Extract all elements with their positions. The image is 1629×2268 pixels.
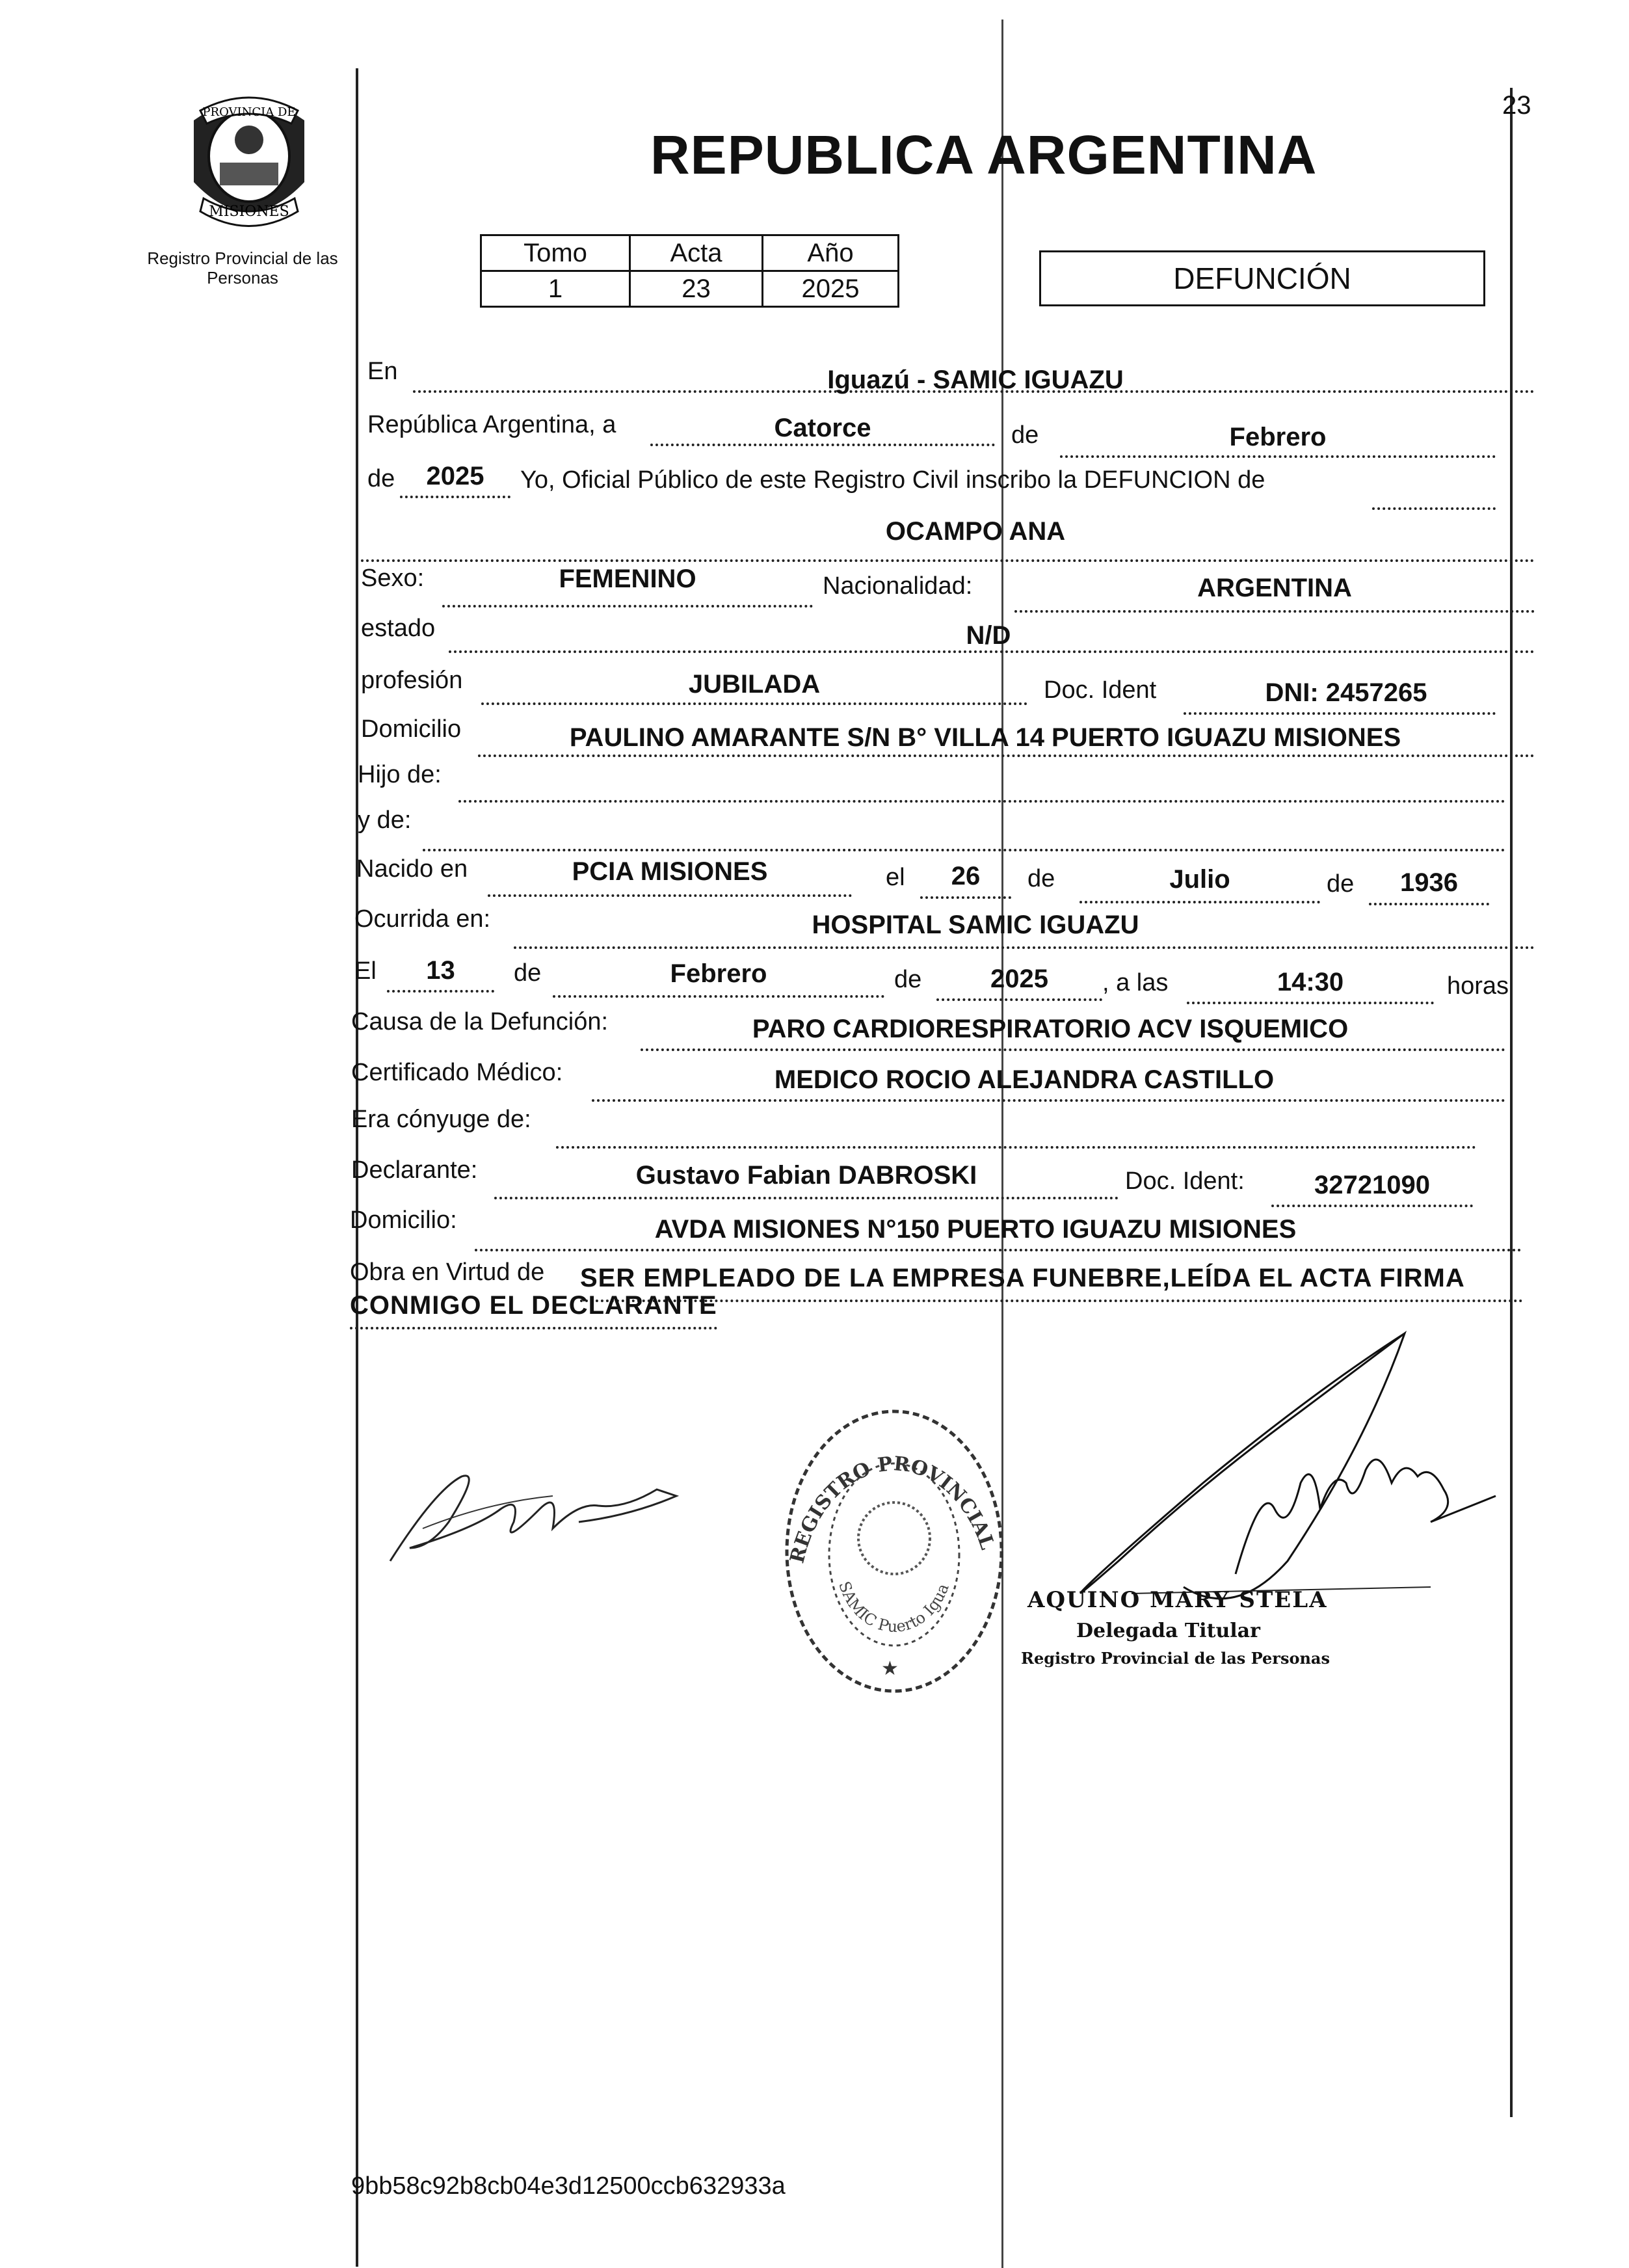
profesion-dotted-line [481, 702, 1027, 705]
def-mes-dotted-line [553, 995, 884, 998]
conyuge-dotted-line [556, 1146, 1476, 1149]
province-crest-logo [174, 85, 324, 234]
def-dia-value: 13 [426, 956, 455, 985]
certificado-label: Certificado Médico: [351, 1059, 563, 1086]
nacido-mes-dotted-line [1079, 901, 1320, 903]
oficial-text: Yo, Oficial Público de este Registro Civil inscribo la DEFUNCION de [520, 466, 1265, 494]
document-type-box: DEFUNCIÓN [1039, 250, 1485, 306]
dia-dotted-line [650, 444, 995, 446]
alas-label: , a las [1102, 969, 1169, 996]
y-de-label: y de: [358, 807, 412, 834]
svg-text:SAMIC Puerto Iguazú: SAMIC Puerto Igua [835, 1579, 953, 1636]
profesion-label: profesión [361, 667, 463, 694]
nacido-dotted-line [488, 894, 852, 897]
nacido-mes-value: Julio [1169, 865, 1230, 894]
ocurrida-dotted-line [514, 946, 1535, 949]
profesion-value: JUBILADA [688, 670, 821, 699]
obra-dotted-line-2 [350, 1327, 717, 1329]
el-label: el [886, 864, 905, 891]
causa-dotted-line [641, 1048, 1505, 1051]
sexo-value: FEMENINO [559, 565, 696, 593]
hijo-label: Hijo de: [358, 761, 442, 788]
y-de-dotted-line [423, 849, 1505, 851]
causa-value: PARO CARDIORESPIRATORIO ACV ISQUEMICO [752, 1015, 1349, 1043]
certificado-dotted-line [592, 1099, 1505, 1102]
en-label: En [367, 358, 398, 385]
decl-doc-dotted-line [1271, 1205, 1473, 1207]
center-fold-line [1001, 20, 1003, 2268]
en-value: Iguazú - SAMIC IGUAZU [827, 366, 1124, 394]
decl-domicilio-label: Domicilio: [350, 1207, 457, 1234]
svg-text:MISIONES: MISIONES [209, 204, 289, 220]
page-number: 23 [1502, 91, 1531, 120]
nacido-anio-value: 1936 [1400, 868, 1458, 897]
def-de-label: de [514, 959, 542, 987]
republica-label: República Argentina, a [367, 411, 616, 438]
decl-domicilio-value: AVDA MISIONES N°150 PUERTO IGUAZU MISIONES [654, 1215, 1297, 1244]
def-hora-dotted-line [1187, 1002, 1434, 1004]
domicilio-value: PAULINO AMARANTE S/N B° VILLA 14 PUERTO IGUAZU MISIONES [569, 723, 1401, 752]
causa-label: Causa de la Defunción: [351, 1008, 609, 1035]
def-anio-value: 2025 [990, 965, 1048, 993]
obra-label: Obra en Virtud de [350, 1259, 545, 1286]
decl-domicilio-dotted-line [475, 1249, 1522, 1251]
oficial-dotted-line [1372, 507, 1496, 510]
nacido-dia-value: 26 [951, 862, 981, 890]
domicilio-dotted-line [478, 754, 1535, 757]
anio-header: Año [763, 235, 899, 271]
tomo-value: 1 [481, 271, 630, 307]
certificado-value: MEDICO ROCIO ALEJANDRA CASTILLO [774, 1065, 1275, 1094]
anio-value: 2025 [426, 462, 484, 490]
def-mes-value: Febrero [670, 959, 767, 988]
el2-label: El [354, 957, 377, 985]
obra-value-line1: SER EMPLEADO DE LA EMPRESA FUNEBRE,LEÍDA EL ACTA FIRMA [580, 1264, 1465, 1292]
def-de2-label: de [894, 966, 922, 993]
document-title: REPUBLICA ARGENTINA [650, 124, 1318, 185]
tomo-acta-anio-table [480, 234, 899, 308]
registry-caption: Registro Provincial de las Personas [147, 248, 338, 287]
svg-text:★: ★ [881, 1658, 899, 1679]
nacido-value: PCIA MISIONES [572, 857, 768, 886]
doc-ident-value: DNI: 2457265 [1265, 678, 1427, 707]
dia-value: Catorce [774, 414, 871, 442]
nacido-anio-dotted-line [1369, 903, 1489, 905]
def-anio-dotted-line [936, 998, 1102, 1001]
tomo-header: Tomo [481, 235, 630, 271]
conyuge-label: Era cónyuge de: [351, 1106, 531, 1133]
mes-dotted-line [1060, 455, 1496, 458]
nacido-dia-dotted-line [920, 896, 1011, 899]
de-label: de [1011, 421, 1039, 449]
declarant-signature [384, 1450, 683, 1571]
def-dia-dotted-line [387, 990, 494, 993]
signatory-org: Registro Provincial de las Personas [1021, 1649, 1330, 1668]
sexo-label: Sexo: [361, 565, 425, 592]
declarante-dotted-line [494, 1197, 1119, 1199]
estado-label: estado [361, 615, 436, 642]
nacido-de-label: de [1027, 865, 1055, 892]
nacionalidad-value: ARGENTINA [1197, 574, 1352, 602]
nacido-label: Nacido en [356, 855, 468, 883]
registry-seal-stamp [777, 1402, 1011, 1704]
sexo-dotted-line [442, 605, 813, 607]
doc-ident-dotted-line [1184, 712, 1496, 715]
anio-value: 2025 [763, 271, 899, 307]
estado-value: N/D [966, 621, 1011, 650]
svg-text:REGISTRO PROVINCIAL DE LAS PER: REGISTRO PROVINCIAL [786, 1452, 999, 1566]
nombre-dotted-line [361, 559, 1535, 562]
declarante-label: Declarante: [351, 1156, 478, 1184]
nacionalidad-dotted-line [1014, 610, 1535, 613]
deceased-name-value: OCAMPO ANA [885, 517, 1066, 546]
estado-dotted-line [449, 650, 1535, 653]
decl-doc-label: Doc. Ident: [1125, 1167, 1245, 1195]
mes-value: Febrero [1229, 423, 1327, 451]
hijo-dotted-line [458, 800, 1505, 803]
svg-text:PROVINCIA DE: PROVINCIA DE [202, 105, 296, 119]
domicilio-label: Domicilio [361, 715, 462, 743]
horas-label: horas [1447, 972, 1509, 1000]
nacionalidad-label: Nacionalidad: [823, 572, 973, 600]
document-hash: 9bb58c92b8cb04e3d12500ccb632933a [351, 2172, 786, 2200]
def-hora-value: 14:30 [1277, 968, 1344, 996]
acta-value: 23 [630, 271, 763, 307]
nacido-de2-label: de [1327, 870, 1355, 898]
ocurrida-label: Ocurrida en: [354, 905, 491, 933]
anio-dotted-line [400, 496, 510, 498]
signatory-name: AQUINO MARY STELA [1027, 1587, 1328, 1613]
signatory-role: Delegada Titular [1076, 1620, 1260, 1642]
official-signature [1040, 1314, 1509, 1629]
obra-dotted-line-1 [580, 1300, 1523, 1302]
decl-doc-value: 32721090 [1314, 1171, 1430, 1199]
declarante-value: Gustavo Fabian DABROSKI [635, 1161, 977, 1190]
ocurrida-value: HOSPITAL SAMIC IGUAZU [812, 911, 1139, 939]
doc-ident-label: Doc. Ident [1044, 676, 1157, 704]
de-anio-label: de [367, 465, 395, 492]
acta-header: Acta [630, 235, 763, 271]
obra-value-line2: CONMIGO EL DECLARANTE [350, 1291, 717, 1320]
